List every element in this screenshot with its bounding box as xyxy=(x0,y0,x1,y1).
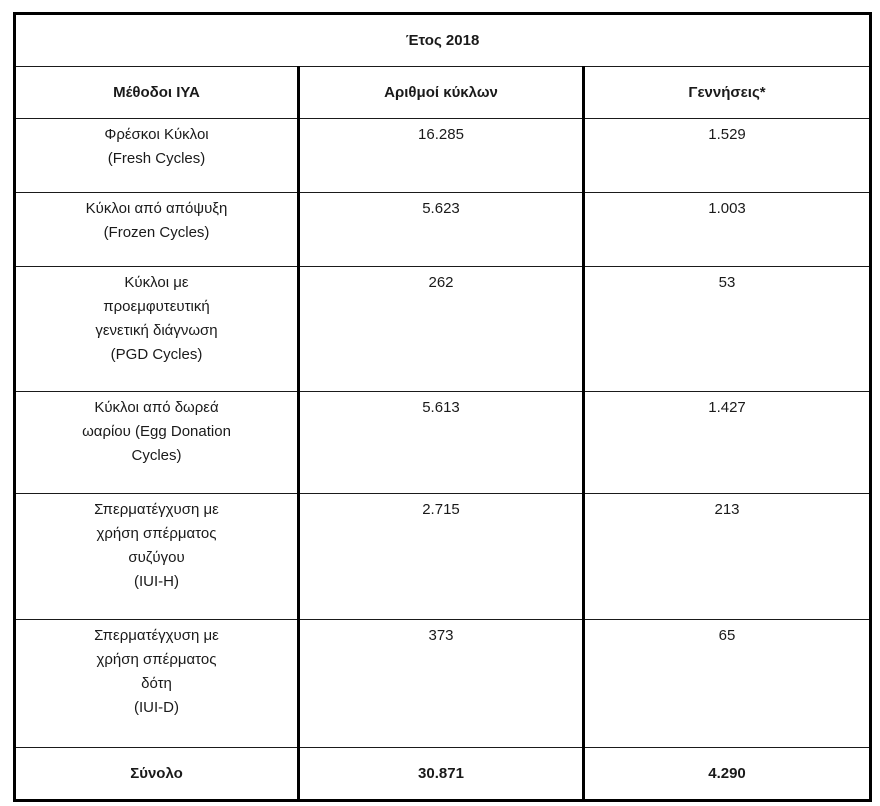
births-cell: 213 xyxy=(584,494,871,620)
total-row xyxy=(15,748,871,801)
method-line: χρήση σπέρματος xyxy=(96,651,217,668)
cycles-cell: 373 xyxy=(299,620,584,748)
table-row xyxy=(15,119,871,193)
method-line: Κύκλοι από δωρεά xyxy=(94,399,219,416)
method-line: (IUI-D) xyxy=(134,699,179,716)
method-line: (IUI-H) xyxy=(134,573,179,590)
table-row xyxy=(15,193,871,267)
method-line: Cycles) xyxy=(131,447,182,464)
ivf-statistics-table-container xyxy=(13,12,869,802)
method-cell xyxy=(15,267,299,392)
total-births: 4.290 xyxy=(584,748,871,801)
table-row xyxy=(15,494,871,620)
method-line: γενετική διάγνωση xyxy=(95,322,218,339)
method-cell xyxy=(15,494,299,620)
cycles-cell: 5.623 xyxy=(299,193,584,267)
method-line: Σπερματέγχυση με xyxy=(94,501,219,518)
header-methods: Μέθοδοι ΙΥΑ xyxy=(15,67,299,119)
method-line: χρήση σπέρματος xyxy=(96,525,217,542)
method-line: Σπερματέγχυση με xyxy=(94,627,219,644)
cycles-cell: 5.613 xyxy=(299,392,584,494)
method-line: προεμφυτευτική xyxy=(103,298,210,315)
ivf-statistics-table xyxy=(13,12,872,802)
births-cell: 1.529 xyxy=(584,119,871,193)
table-row xyxy=(15,267,871,392)
table-title: Έτος 2018 xyxy=(15,14,871,67)
method-cell xyxy=(15,620,299,748)
method-cell xyxy=(15,392,299,494)
method-line: Κύκλοι από απόψυξη xyxy=(85,200,228,217)
births-cell: 53 xyxy=(584,267,871,392)
table-header-row xyxy=(15,67,871,119)
method-line: (Fresh Cycles) xyxy=(107,150,206,167)
total-label: Σύνολο xyxy=(15,748,299,801)
table-title-row xyxy=(15,14,871,67)
births-cell: 65 xyxy=(584,620,871,748)
method-cell xyxy=(15,193,299,267)
cycles-cell: 2.715 xyxy=(299,494,584,620)
table-row xyxy=(15,392,871,494)
cycles-cell: 16.285 xyxy=(299,119,584,193)
method-line: συζύγου xyxy=(128,549,185,566)
births-cell: 1.003 xyxy=(584,193,871,267)
method-line: Κύκλοι με xyxy=(124,274,189,291)
method-line: Φρέσκοι Κύκλοι xyxy=(104,126,209,143)
header-births: Γεννήσεις* xyxy=(584,67,871,119)
header-cycles: Αριθμοί κύκλων xyxy=(299,67,584,119)
method-cell xyxy=(15,119,299,193)
method-line: (PGD Cycles) xyxy=(110,346,203,363)
cycles-cell: 262 xyxy=(299,267,584,392)
method-line: ωαρίου (Egg Donation xyxy=(82,423,231,440)
total-cycles: 30.871 xyxy=(299,748,584,801)
method-line: δότη xyxy=(141,675,172,692)
method-line: (Frozen Cycles) xyxy=(103,224,210,241)
births-cell: 1.427 xyxy=(584,392,871,494)
table-row xyxy=(15,620,871,748)
